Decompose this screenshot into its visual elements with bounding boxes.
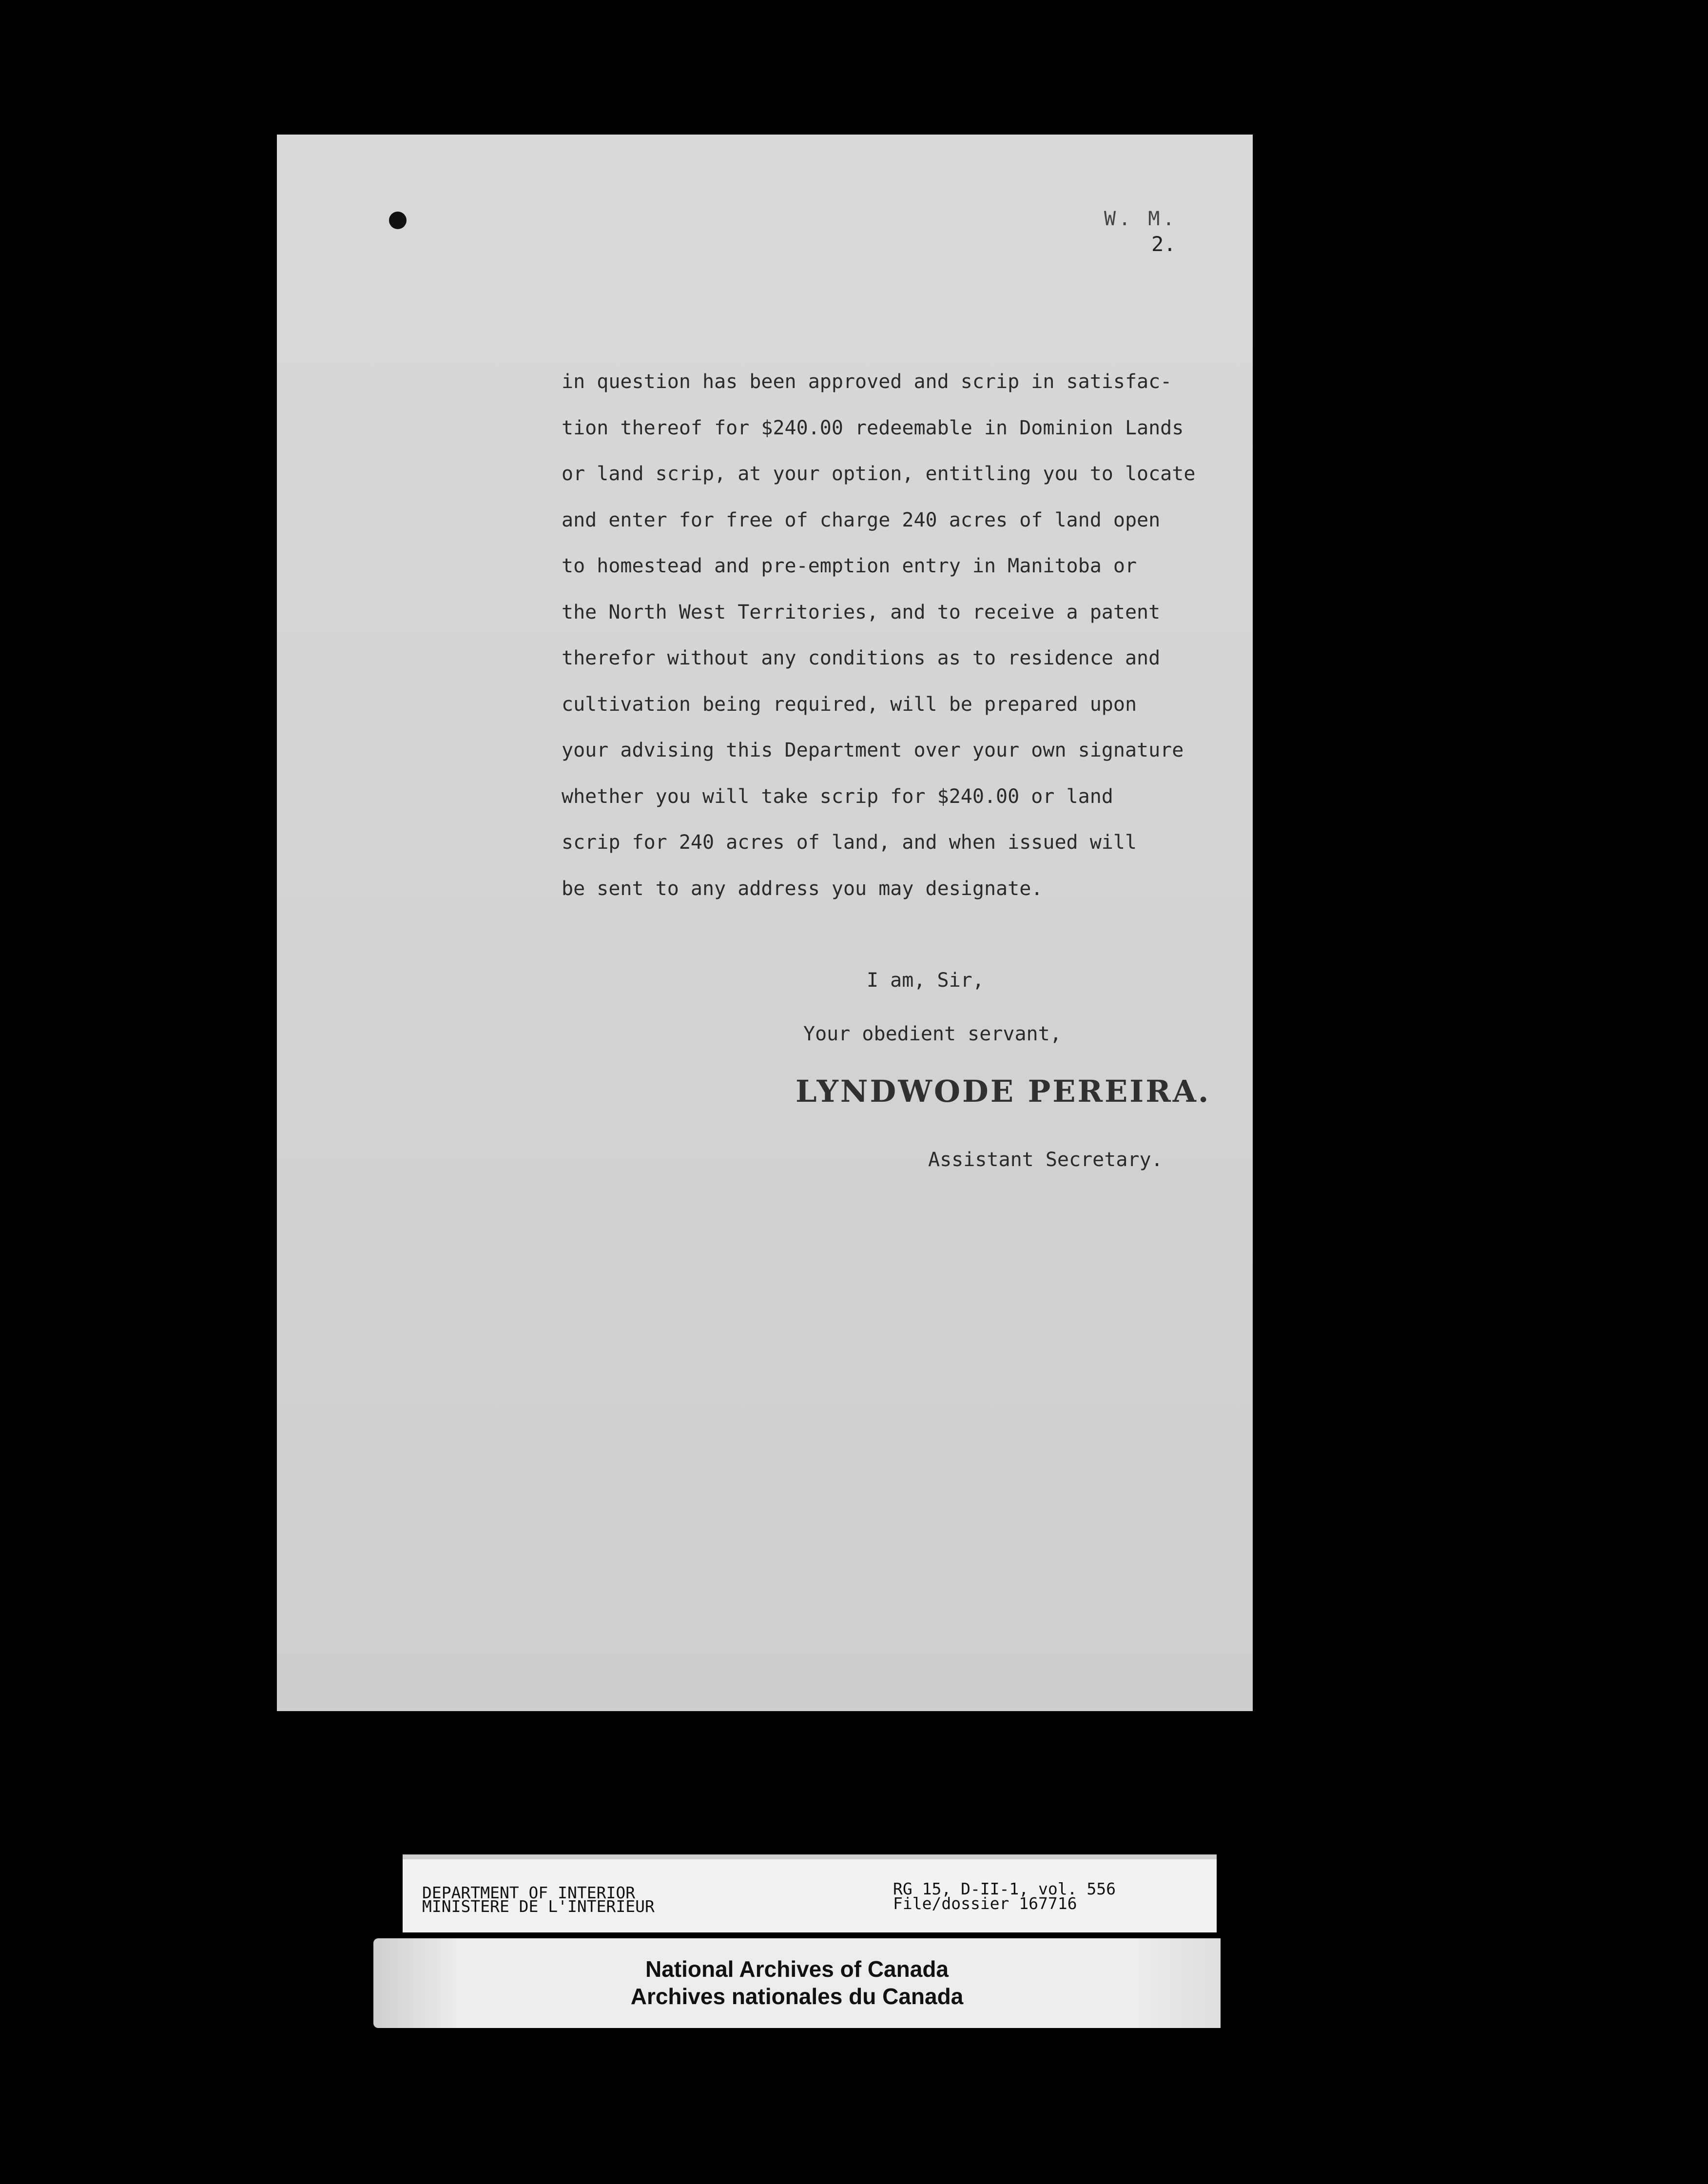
body-line: to homestead and pre-emption entry in Manitoba or: [562, 555, 1137, 577]
letter-body: [562, 359, 1244, 912]
department-name-fr: MINISTERE DE L'INTERIEUR: [422, 1897, 655, 1916]
archive-reference-label: [403, 1854, 1217, 1932]
body-line: whether you will take scrip for $240.00 or land: [562, 785, 1113, 808]
body-line: and enter for free of charge 240 acres of land open: [562, 508, 1161, 531]
punch-hole: [389, 212, 407, 229]
body-line: the North West Territories, and to receive a patent: [562, 601, 1161, 624]
body-line: cultivation being required, will be prepared upon: [562, 693, 1137, 716]
body-line: therefor without any conditions as to residence and: [562, 647, 1161, 669]
record-group-reference: RG 15, D-II-1, vol. 556: [893, 1879, 1116, 1898]
signature-stamp: LYNDWODE PEREIRA.: [796, 1073, 1211, 1109]
signer-title: Assistant Secretary.: [928, 1149, 1163, 1171]
body-line: in question has been approved and scrip in satisfac-: [562, 370, 1172, 393]
department-name-en: DEPARTMENT OF INTERIOR: [422, 1883, 636, 1902]
reference-initials: W. M.: [1104, 208, 1178, 230]
banner-title-en: National Archives of Canada: [645, 1956, 949, 1982]
closing-salutation: I am, Sir,: [867, 969, 984, 992]
body-line: scrip for 240 acres of land, and when issued will: [562, 831, 1137, 854]
banner-title-fr: Archives nationales du Canada: [630, 1984, 964, 2009]
body-line: your advising this Department over your own signature: [562, 739, 1184, 761]
file-number: File/dossier 167716: [893, 1894, 1077, 1913]
body-line: or land scrip, at your option, entitling you to locate: [562, 463, 1196, 485]
archives-banner: [373, 1938, 1221, 2028]
letter-sheet: [277, 135, 1253, 1711]
letter-closing: [803, 954, 1242, 1061]
closing-valediction: Your obedient servant,: [803, 1023, 1062, 1045]
page-number: 2.: [1151, 232, 1176, 256]
body-line: be sent to any address you may designate.: [562, 877, 1043, 900]
body-line: tion thereof for $240.00 redeemable in Dominion Lands: [562, 416, 1184, 439]
